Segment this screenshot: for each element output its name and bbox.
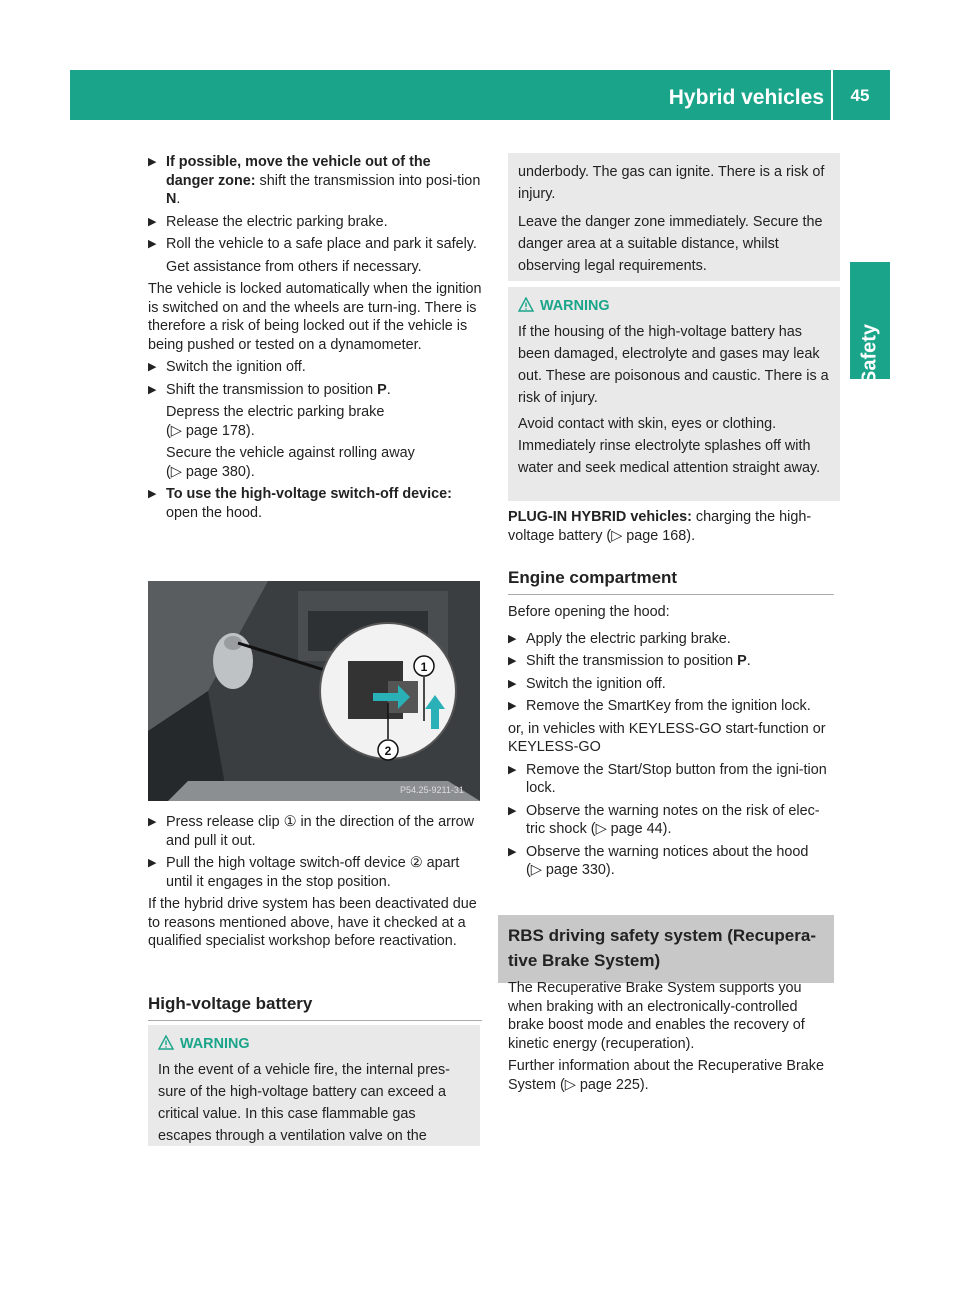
step-observe-hood: ▶ Observe the warning notices about the hood (▷ page 330). bbox=[508, 843, 809, 878]
heading-rbs: RBS driving safety system (Recupera-tive Brake System) bbox=[498, 915, 834, 983]
step-arrow-icon: ▶ bbox=[148, 816, 157, 828]
step-arrow-icon: ▶ bbox=[508, 845, 517, 858]
page-ref-icon: ▷ bbox=[595, 821, 607, 837]
engine-illustration bbox=[148, 581, 480, 801]
page-ref-44[interactable]: page 44). bbox=[610, 821, 672, 837]
heading-battery-wrap bbox=[148, 994, 482, 1021]
page-ref-168[interactable]: page 168). bbox=[626, 527, 696, 544]
section-tab-label-wrap bbox=[848, 323, 892, 385]
callout-2-icon: ② bbox=[409, 855, 423, 871]
callout-1-icon: ① bbox=[283, 814, 297, 830]
warning-triangle-icon bbox=[158, 1035, 174, 1050]
step-arrow-icon: ▶ bbox=[148, 238, 157, 250]
step-roll-vehicle: ▶ Roll the vehicle to a safe place and park it safely. Get assistance from others if necessary. bbox=[148, 236, 477, 275]
step-arrow-icon: ▶ bbox=[508, 763, 517, 776]
engine-steps: Before opening the hood: ▶ Apply the electric parking brake. ▶ Shift the transmission to position P. ▶ Switch the ignition off. ▶ Remove the SmartKey from the ignition lock. or, in vehicles with KEYLESS-GO start-function or KEYLESS-GO ▶ Remove the Start/Stop button from the igni-tion lock. ▶ Observe the warning notes on the risk of elec-tric shock (▷ page 44). ▶ Observe the warning notices about the hood (▷ page 330). bbox=[508, 603, 834, 884]
step-press-clip: ▶ Press release clip ① in the direction of the arrow and pull it out. bbox=[148, 814, 475, 849]
warning-box-1 bbox=[148, 1025, 480, 1146]
warning-heading: WARNING bbox=[158, 1033, 472, 1055]
rbs-text: The Recuperative Brake System supports you when braking with an electronically-controlled brake boost mode and enables the recovery of kinetic energy (recuperation). Further information about the Recuperative Brake System (▷ page 225). bbox=[508, 980, 824, 1093]
warning-triangle-icon bbox=[518, 297, 534, 312]
heading-high-voltage-battery: High-voltage battery bbox=[148, 994, 482, 1021]
step-arrow-icon: ▶ bbox=[508, 700, 517, 712]
left-column-top bbox=[148, 153, 482, 526]
step-arrow-icon: ▶ bbox=[148, 156, 157, 168]
warning-heading: WARNING bbox=[518, 295, 832, 317]
page-ref-380[interactable]: page 380). bbox=[185, 463, 255, 480]
step-shift-p: ▶ Shift the transmission to position P. bbox=[508, 653, 751, 669]
paragraph-deactivated: If the hybrid drive system has been deactivated due to reasons mentioned above, have it checked at a qualified specialist workshop before reactivation. bbox=[148, 896, 477, 949]
step-observe-shock: ▶ Observe the warning notes on the risk of elec-tric shock (▷ page 44). bbox=[508, 802, 820, 837]
step-remove-start-stop: ▶ Remove the Start/Stop button from the igni-tion lock. bbox=[508, 761, 827, 796]
page-ref-225[interactable]: page 225). bbox=[579, 1076, 649, 1093]
warning-box-2: WARNING If the housing of the high-voltage battery has been damaged, electrolyte and gases may leak out. These are poisonous and caustic. There is a risk of injury. Avoid contact with skin, eyes or clothing. Immediately rinse electrolyte splashes off with water and seek medical attention straight away. bbox=[508, 287, 840, 501]
heading-engine-wrap bbox=[508, 568, 834, 595]
step-arrow-icon: ▶ bbox=[148, 383, 157, 396]
step-arrow-icon: ▶ bbox=[148, 488, 157, 500]
step-shift-p: ▶ Shift the transmission to position P. Depress the electric parking brake (▷ page 178). Secure the vehicle against rolling away (▷ page 380). bbox=[148, 381, 415, 480]
step-move-vehicle: ▶ If possible, move the vehicle out of the danger zone: shift the transmission into posi-tion N. bbox=[148, 154, 481, 207]
step-release-brake: ▶ Release the electric parking brake. bbox=[148, 213, 388, 230]
page-ref-icon: ▷ bbox=[530, 862, 542, 878]
plugin-note: PLUG-IN HYBRID vehicles: charging the high-voltage battery (▷ page 168). bbox=[508, 509, 812, 544]
page-title: Hybrid vehicles bbox=[668, 86, 824, 109]
svg-text:2: 2 bbox=[384, 744, 392, 758]
step-apply-brake: ▶ Apply the electric parking brake. bbox=[508, 630, 731, 647]
step-arrow-icon: ▶ bbox=[508, 655, 517, 667]
step-ignition-off: ▶ Switch the ignition off. bbox=[508, 675, 666, 692]
step-arrow-icon: ▶ bbox=[508, 632, 517, 645]
step-arrow-icon: ▶ bbox=[508, 804, 517, 817]
image-code: P54.25-9211-31 bbox=[400, 785, 464, 795]
section-tab-label: Safety bbox=[858, 323, 881, 385]
step-arrow-icon: ▶ bbox=[148, 215, 157, 228]
page-ref-icon: ▷ bbox=[564, 1076, 576, 1093]
step-remove-smartkey: ▶ Remove the SmartKey from the ignition lock. bbox=[508, 698, 811, 714]
page-number: 45 bbox=[850, 86, 870, 105]
step-arrow-icon: ▶ bbox=[148, 857, 157, 869]
page-ref-178[interactable]: page 178). bbox=[185, 422, 255, 439]
warning-box-1-continued: underbody. The gas can ignite. There is a risk of injury. Leave the danger zone immediately. Secure the danger area at a suitable distance, whilst observing legal requirements. bbox=[508, 153, 840, 281]
svg-text:1: 1 bbox=[420, 660, 428, 674]
page-ref-icon: ▷ bbox=[170, 422, 182, 439]
page-ref-icon: ▷ bbox=[170, 463, 182, 480]
step-arrow-icon: ▶ bbox=[148, 361, 157, 373]
header-divider bbox=[831, 70, 833, 120]
page-ref-icon: ▷ bbox=[611, 527, 623, 544]
step-pull-device: ▶ Pull the high voltage switch-off device ② apart until it engages in the stop position. bbox=[148, 855, 460, 890]
step-arrow-icon: ▶ bbox=[508, 677, 517, 690]
warning-text: In the event of a vehicle fire, the internal pres-sure of the high-voltage battery can exceed a critical value. In this case flammable gas escapes through a ventilation valve on the bbox=[158, 1062, 450, 1144]
step-switch-off-device: ▶ To use the high-voltage switch-off device: open the hood. bbox=[148, 486, 452, 521]
left-column-bottom bbox=[148, 813, 482, 955]
engine-photo bbox=[148, 581, 480, 801]
step-ignition-off: ▶ Switch the ignition off. bbox=[148, 359, 306, 375]
paragraph-locked: The vehicle is locked automatically when the ignition is switched on and the wheels are turn-ing. There is therefore a risk of being locked out if the vehicle is being pushed or tested on a dynamometer. bbox=[148, 281, 482, 353]
page-ref-330[interactable]: page 330). bbox=[545, 862, 615, 878]
heading-engine-compartment: Engine compartment bbox=[508, 568, 834, 595]
